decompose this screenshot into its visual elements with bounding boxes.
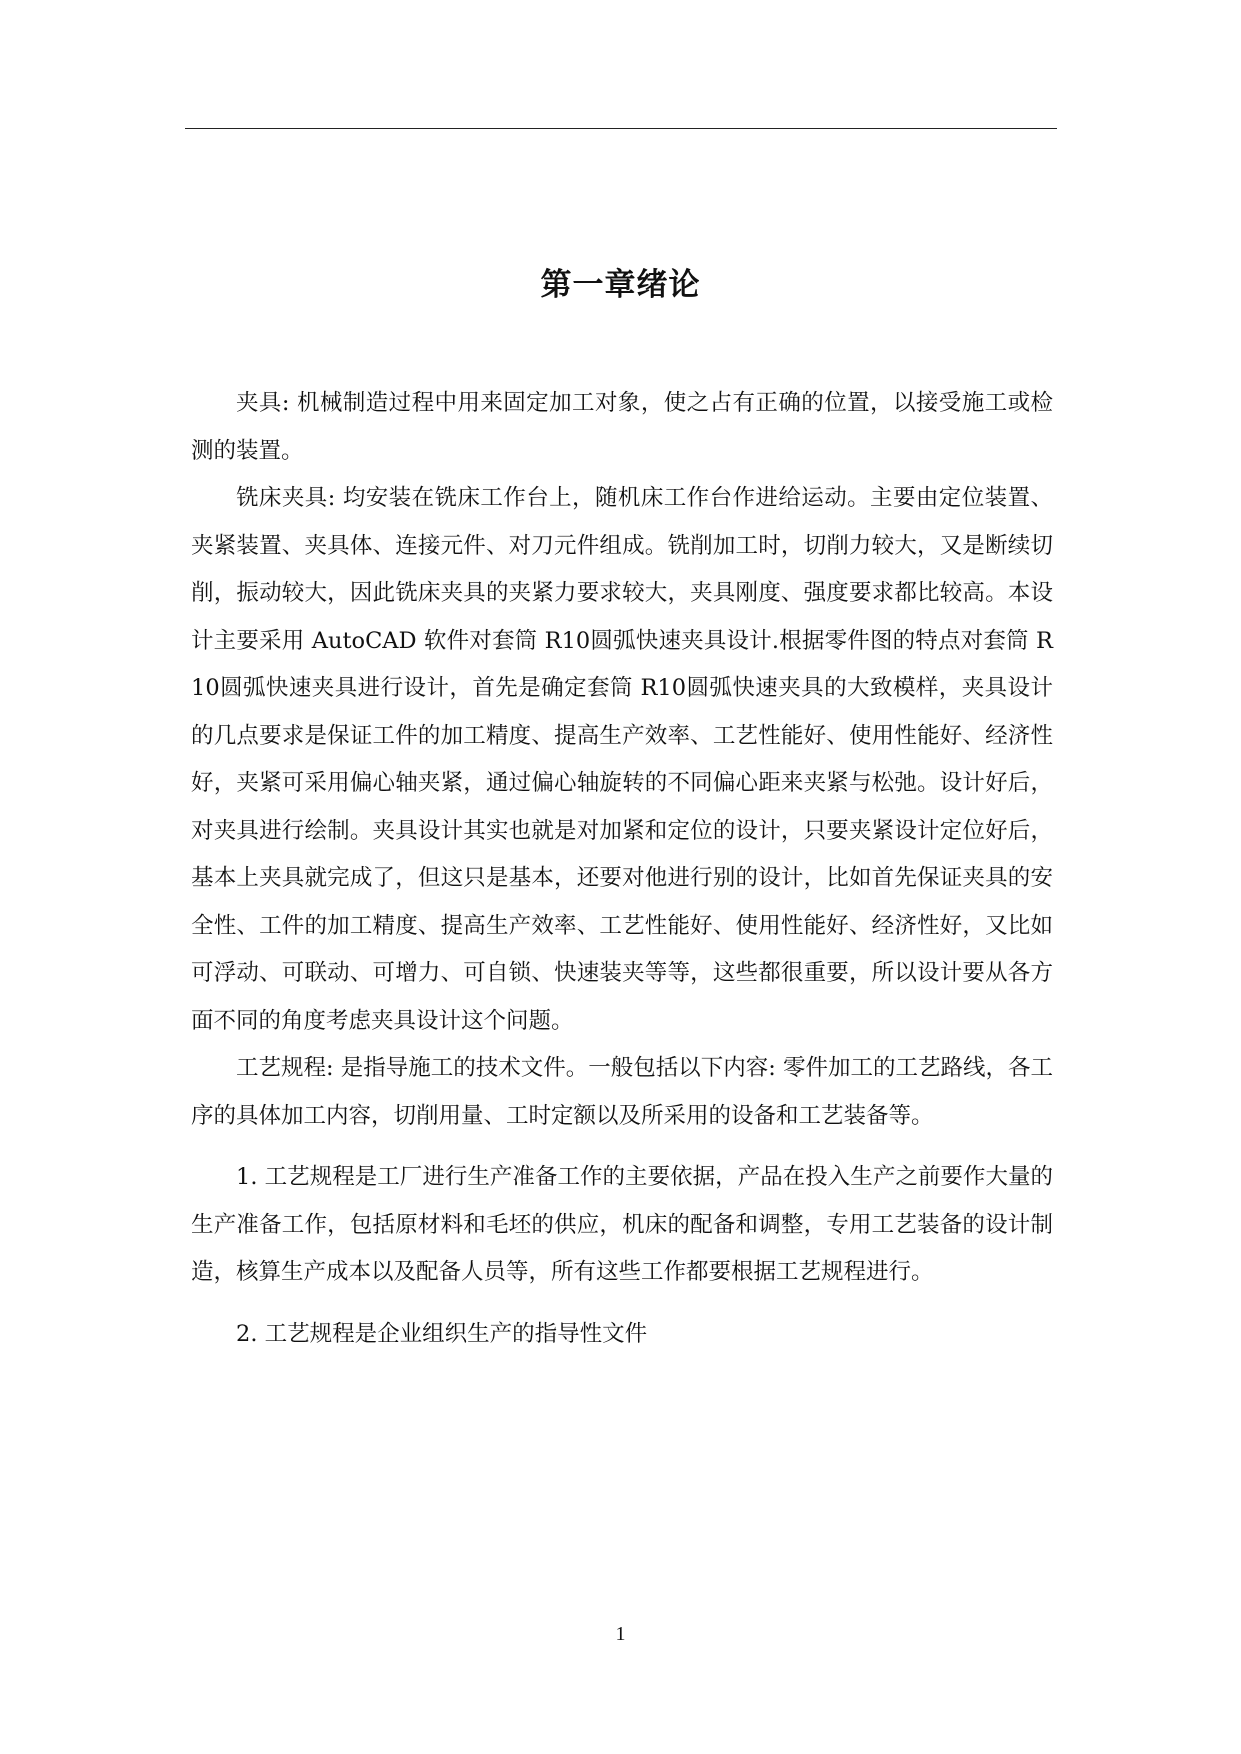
- paragraph-fixture-definition: 夹具: 机械制造过程中用来固定加工对象，使之占有正确的位置，以接受施工或检测的装置。: [191, 390, 1053, 464]
- paragraph-list-item-2: 2. 工艺规程是企业组织生产的指导性文件: [236, 1320, 648, 1347]
- header-rule: [185, 128, 1057, 129]
- page-number: 1: [615, 1623, 626, 1645]
- paragraph-list-item-1: 1. 工艺规程是工厂进行生产准备工作的主要依据，产品在投入生产之前要作大量的生产准备工作，包括原材料和毛坯的供应，机床的配备和调整，专用工艺装备的设计制造，核算生产成本以及配备人员等，所有这些工作都要根据工艺规程进行。: [191, 1164, 1053, 1285]
- paragraph-process-specification: 工艺规程: 是指导施工的技术文件。一般包括以下内容: 零件加工的工艺路线，各工序的具体加工内容，切削用量、工时定额以及所采用的设备和工艺装备等。: [191, 1055, 1053, 1129]
- chapter-title: 第一章绪论: [540, 266, 701, 303]
- body-text: [191, 380, 1053, 1358]
- paragraph-milling-fixture: 铣床夹具: 均安装在铣床工作台上，随机床工作台作进给运动。主要由定位装置、夹紧装置、夹具体、连接元件、对刀元件组成。铣削加工时，切削力较大，又是断续切削，振动较大，因此铣床夹具的夹紧力要求较大，夹具刚度、强度要求都比较高。本设计主要采用 AutoCAD 软件对套筒 R10圆弧快速夹具设计.根据零件图的特点对套筒 R10圆弧快速夹具进行设计，首先是确定套筒 R10圆弧快速夹具的大致模样，夹具设计的几点要求是保证工件的加工精度、提高生产效率、工艺性能好、使用性能好、经济性好，夹紧可采用偏心轴夹紧，通过偏心轴旋转的不同偏心距来夹紧与松弛。设计好后，对夹具进行绘制。夹具设计其实也就是对加紧和定位的设计，只要夹紧设计定位好后，基本上夹具就完成了，但这只是基本，还要对他进行别的设计，比如首先保证夹具的安全性、工件的加工精度、提高生产效率、工艺性能好、使用性能好、经济性好，又比如可浮动、可联动、可增力、可自锁、快速装夹等等，这些都很重要，所以设计要从各方面不同的角度考虑夹具设计这个问题。: [191, 485, 1053, 1034]
